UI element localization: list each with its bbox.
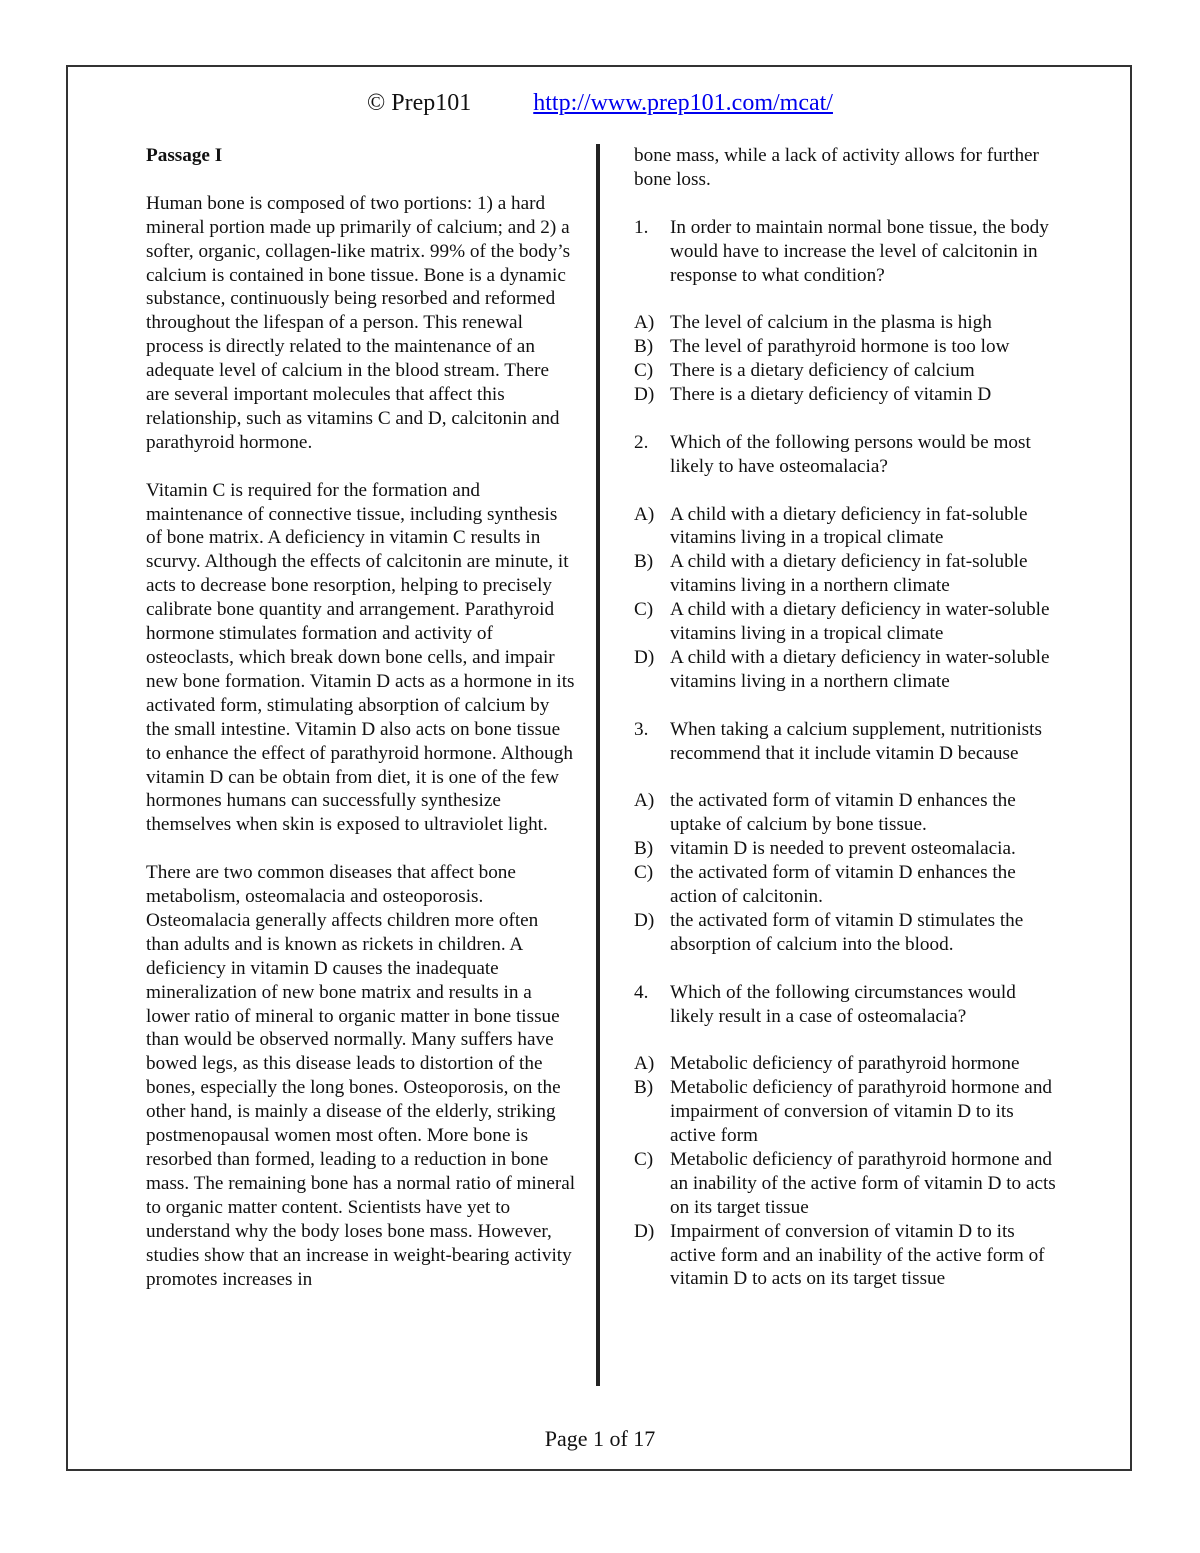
answer-option[interactable] — [634, 311, 1064, 335]
option-letter: B) — [634, 1077, 654, 1099]
answer-option[interactable] — [634, 359, 1064, 383]
option-text: A child with a dietary deficiency in fat-soluble vitamins living in a tropical climate — [670, 503, 1028, 549]
option-text: the activated form of vitamin D stimulates the absorption of calcium into the blood. — [670, 909, 1024, 955]
answer-option[interactable] — [634, 598, 1064, 646]
answer-option[interactable] — [634, 909, 1064, 957]
passage-paragraph-1: Human bone is composed of two portions: 1) a hard mineral portion made up primarily of calcium; and 2) a softer, organic, collagen-like matrix. 99% of the body’s calcium is contained in bone tissue. Bone is a dynamic substance, continuously being resorbed and reformed throughout the lifespan of a person. This renewal process is directly related to the maintenance of an adequate level of calcium in the blood stream. There are several important molecules that affect this relationship, such as vitamins C and D, calcitonin and parathyroid hormone. — [146, 192, 571, 453]
option-text: Impairment of conversion of vitamin D to its active form and an inability of the active form of vitamin D to acts on its target tissue — [670, 1220, 1045, 1290]
question-text: Which of the following persons would be most likely to have osteomalacia? — [670, 431, 1031, 477]
option-text: The level of calcium in the plasma is high — [670, 312, 992, 334]
option-text: Metabolic deficiency of parathyroid hormone and an inability of the active form of vitamin D to acts on its target tissue — [670, 1148, 1056, 1218]
passage-paragraph-3-continued: bone mass, while a lack of activity allows for further bone loss. — [634, 145, 1039, 190]
prep101-mcat-link[interactable]: http://www.prep101.com/mcat/ — [533, 90, 833, 116]
option-letter: C) — [634, 360, 654, 382]
question-number: 3. — [634, 718, 649, 740]
answer-option[interactable] — [634, 861, 1064, 909]
copyright-text: © Prep101 — [367, 90, 472, 116]
option-text: the activated form of vitamin D enhances the uptake of calcium by bone tissue. — [670, 790, 1016, 836]
option-text: vitamin D is needed to prevent osteomalacia. — [670, 838, 1016, 860]
option-text: A child with a dietary deficiency in fat-soluble vitamins living in a northern climate — [670, 551, 1028, 597]
passage-column — [146, 144, 576, 1291]
option-letter: A) — [634, 790, 655, 812]
option-text: Metabolic deficiency of parathyroid hormone and impairment of conversion of vitamin D to its active form — [670, 1077, 1053, 1147]
question-3 — [634, 718, 1064, 957]
option-letter: B) — [634, 336, 654, 358]
answer-option[interactable] — [634, 837, 1064, 861]
question-2 — [634, 431, 1064, 694]
option-letter: C) — [634, 1148, 654, 1170]
question-text: When taking a calcium supplement, nutritionists recommend that it include vitamin D because — [670, 718, 1042, 764]
option-letter: D) — [634, 909, 655, 931]
answer-option[interactable] — [634, 1148, 1064, 1220]
option-text: The level of parathyroid hormone is too low — [670, 336, 1010, 358]
question-1 — [634, 216, 1064, 407]
question-text: Which of the following circumstances would likely result in a case of osteomalacia? — [670, 981, 1016, 1027]
page-number: Page 1 of 17 — [544, 1426, 656, 1451]
option-letter: D) — [634, 384, 655, 406]
answer-option[interactable] — [634, 789, 1064, 837]
option-letter: C) — [634, 599, 654, 621]
answer-option[interactable] — [634, 646, 1064, 694]
questions-column — [634, 144, 1064, 1291]
passage-title: Passage I — [146, 145, 223, 166]
question-number: 1. — [634, 216, 649, 238]
question-text: In order to maintain normal bone tissue, the body would have to increase the level of calcitonin in response to what condition? — [670, 216, 1049, 286]
answer-option[interactable] — [634, 1220, 1064, 1292]
answer-option[interactable] — [634, 1076, 1064, 1148]
column-divider — [596, 144, 600, 1386]
option-letter: C) — [634, 862, 654, 884]
option-letter: A) — [634, 503, 655, 525]
option-letter: D) — [634, 646, 655, 668]
option-letter: B) — [634, 551, 654, 573]
answer-option[interactable] — [634, 1052, 1064, 1076]
option-text: the activated form of vitamin D enhances the action of calcitonin. — [670, 862, 1016, 907]
option-text: Metabolic deficiency of parathyroid hormone — [670, 1053, 1020, 1075]
question-number: 2. — [634, 431, 649, 453]
page-header — [0, 88, 1200, 118]
answer-option[interactable] — [634, 335, 1064, 359]
question-number: 4. — [634, 981, 649, 1003]
question-4 — [634, 981, 1064, 1292]
option-letter: B) — [634, 838, 654, 860]
option-letter: A) — [634, 1053, 655, 1075]
answer-option[interactable] — [634, 503, 1064, 551]
option-text: There is a dietary deficiency of vitamin D — [670, 384, 992, 406]
answer-option[interactable] — [634, 383, 1064, 407]
passage-paragraph-3: There are two common diseases that affect bone metabolism, osteomalacia and osteoporosis. Osteomalacia generally affects children more often than adults and is known as rickets in children. A deficiency in vitamin D causes the inadequate mineralization of new bone matrix and results in a lower ratio of mineral to organic matter in bone tissue than would be observed normally. Many suffers have bowed legs, as this disease leads to distortion of the bones, especially the long bones. Osteoporosis, on the other hand, is mainly a disease of the elderly, striking postmenopausal women most often. More bone is resorbed than formed, leading to a reduction in bone mass. The remaining bone has a normal ratio of mineral to organic matter content. Scientists have yet to understand why the body loses bone mass. However, studies show that an increase in weight-bearing activity promotes increases in — [146, 862, 576, 1290]
option-text: A child with a dietary deficiency in water-soluble vitamins living in a tropical climate — [670, 599, 1050, 645]
option-letter: A) — [634, 312, 655, 334]
option-text: A child with a dietary deficiency in water-soluble vitamins living in a northern climate — [670, 646, 1050, 692]
answer-option[interactable] — [634, 550, 1064, 598]
option-letter: D) — [634, 1220, 655, 1242]
passage-paragraph-2: Vitamin C is required for the formation and maintenance of connective tissue, including synthesis of bone matrix. A deficiency in vitamin C results in scurvy. Although the effects of calcitonin are minute, it acts to decrease bone resorption, helping to precisely calibrate bone quantity and arrangement. Parathyroid hormone stimulates formation and activity of osteoclasts, which break down bone cells, and impair new bone formation. Vitamin D acts as a hormone in its activated form, stimulating absorption of calcium by the small intestine. Vitamin D also acts on bone tissue to enhance the effect of parathyroid hormone. Although vitamin D can be obtain from diet, it is one of the few hormones humans can successfully synthesize themselves when skin is exposed to ultraviolet light. — [146, 479, 575, 836]
option-text: There is a dietary deficiency of calcium — [670, 360, 975, 382]
